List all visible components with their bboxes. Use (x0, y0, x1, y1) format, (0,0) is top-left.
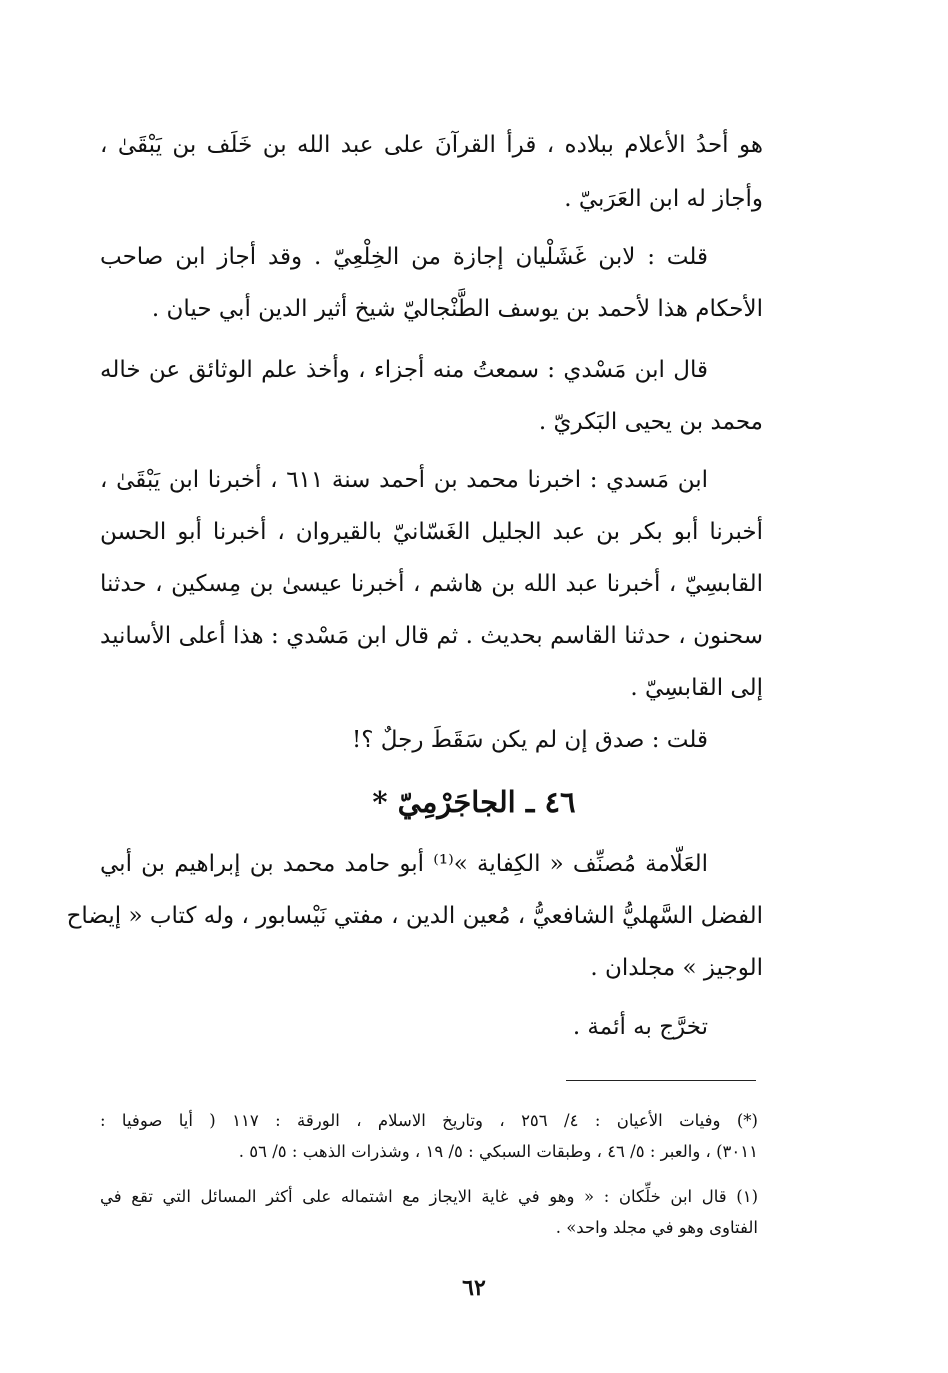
footnote-line: ٣٠١١) ، والعبر : ٥/ ٤٦ ، وطبقات السبكي : ٥/ ١٩ ، وشذرات الذهب : ٥/ ٥٦ . (238, 1142, 758, 1161)
body-line: هو أحدُ الأعلام ببلاده ، قرأ القرآنَ على عبد الله بن خَلَف بن يَبْقَىٰ ، (100, 132, 763, 158)
footnote-separator (566, 1080, 756, 1081)
body-line: وأجاز له ابن العَرَبيّ . (564, 186, 763, 212)
body-line: ابن مَسدي : اخبرنا محمد بن أحمد سنة ٦١١ ، أخبرنا ابن يَبْقَىٰ ، (100, 467, 708, 493)
footnote-line: الفتاوى وهو في مجلد واحد» . (555, 1218, 758, 1237)
body-line: تخرَّج به أئمة . (572, 1014, 708, 1040)
body-line: القابسِيّ ، أخبرنا عبد الله بن هاشم ، أخبرنا عيسىٰ بن مِسكين ، حدثنا (100, 571, 763, 597)
body-line: إلى القابسِيّ . (630, 675, 763, 701)
footnote-line: (*) وفيات الأعيان : ٤/ ٢٥٦ ، وتاريخ الاسلام ، الورقة : ١١٧ ( أيا صوفيا : (100, 1111, 758, 1130)
body-line: العَلّامة مُصنِّف « الكِفاية »⁽¹⁾ أبو حامد محمد بن إبراهيم بن أبي (100, 851, 708, 877)
page-number: ٦٢ (462, 1275, 486, 1301)
body-line: محمد بن يحيى البَكريّ . (538, 409, 763, 435)
entry-heading: ٤٦ ـ الجاجَرْمِيّ * (372, 785, 576, 819)
body-line: قال ابن مَسْدي : سمعتُ منه أجزاء ، وأخذ علم الوثائق عن خاله (100, 357, 708, 383)
body-line: الوجيز » مجلدان . (590, 955, 763, 981)
body-line: سحنون ، حدثنا القاسم بحديث . ثم قال ابن مَسْدي : هذا أعلى الأسانيد (100, 623, 763, 649)
body-line: قلت : صدق إن لم يكن سَقَطَ رجلٌ ؟! (351, 727, 708, 753)
body-line: قلت : لابن غَشَلْيان إجازة من الخِلْعِيّ . وقد أجاز ابن صاحب (100, 244, 708, 270)
body-line: الفضل السَّهليُّ الشافعيُّ ، مُعين الدين ، مفتي نَيْسابور ، وله كتاب « إيضاح (66, 903, 763, 929)
body-line: أخبرنا أبو بكر بن عبد الجليل الغَسّانيّ بالقيروان ، أخبرنا أبو الحسن (100, 519, 763, 545)
footnote-line: (١) قال ابن خلِّكان : « وهو في غاية الايجاز مع اشتماله على أكثر المسائل التي تقع في (100, 1187, 758, 1206)
body-line: الأحكام هذا لأحمد بن يوسف الطَّنْجاليّ شيخ أثير الدين أبي حيان . (151, 296, 763, 322)
